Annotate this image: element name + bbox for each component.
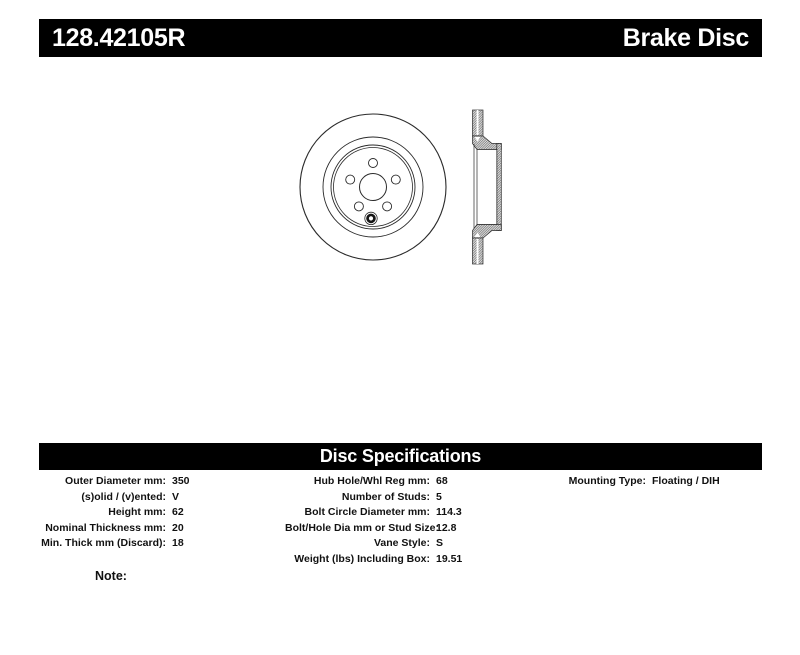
spec-label: Vane Style: xyxy=(373,537,430,550)
spec-row xyxy=(285,536,462,552)
spec-value: 68 xyxy=(436,475,448,487)
header-bar xyxy=(39,19,762,57)
spec-row xyxy=(285,552,462,568)
spec-column-dimensions xyxy=(40,474,190,552)
spec-value: 5 xyxy=(436,490,442,503)
spec-label: Mounting Type: xyxy=(568,475,646,487)
spec-label: Outer Diameter mm: xyxy=(65,475,166,487)
spec-value: V xyxy=(172,490,180,503)
spec-value: 62 xyxy=(172,506,184,519)
disc-front-view xyxy=(300,114,446,260)
note-label: Note: xyxy=(95,569,127,583)
spec-label: Bolt/Hole Dia mm or Stud Size: xyxy=(285,521,440,534)
spec-row xyxy=(530,474,720,490)
spec-value: 114.3 xyxy=(436,506,462,519)
locating-hole xyxy=(365,212,377,224)
spec-label: Height mm: xyxy=(108,506,166,519)
spec-value: 12.8 xyxy=(436,521,457,534)
spec-row xyxy=(40,505,190,521)
spec-label: Nominal Thickness mm: xyxy=(45,521,166,534)
spec-value: S xyxy=(436,537,444,550)
spec-row xyxy=(40,490,190,506)
specifications-header-bar xyxy=(39,443,762,470)
spec-row xyxy=(40,474,190,490)
specifications-title: Disc Specifications xyxy=(319,446,482,466)
spec-row xyxy=(40,536,190,552)
spec-value: 18 xyxy=(172,537,184,550)
brake-disc-drawing xyxy=(295,105,510,265)
product-type: Brake Disc xyxy=(622,23,749,52)
spec-label: (s)olid / (v)ented: xyxy=(81,490,166,503)
spec-row xyxy=(40,521,190,537)
spec-label: Number of Studs: xyxy=(341,490,430,503)
spec-value: 350 xyxy=(172,475,190,487)
disc-cross-section-view xyxy=(473,110,502,264)
spec-label: Bolt Circle Diameter mm: xyxy=(304,506,430,519)
spec-value: 19.51 xyxy=(436,552,463,565)
spec-row xyxy=(285,490,462,506)
spec-label: Weight (lbs) Including Box: xyxy=(294,552,430,565)
spec-label: Hub Hole/Whl Reg mm: xyxy=(313,475,430,487)
spec-row xyxy=(285,474,462,490)
spec-column-mounting xyxy=(530,474,720,490)
spec-label: Min. Thick mm (Discard): xyxy=(41,537,166,550)
spec-row xyxy=(285,521,462,537)
spec-row xyxy=(285,505,462,521)
spec-value: 20 xyxy=(172,521,184,534)
spec-value: Floating / DIH xyxy=(652,475,720,487)
part-number: 128.42105R xyxy=(52,23,186,52)
spec-column-hub xyxy=(285,474,462,568)
